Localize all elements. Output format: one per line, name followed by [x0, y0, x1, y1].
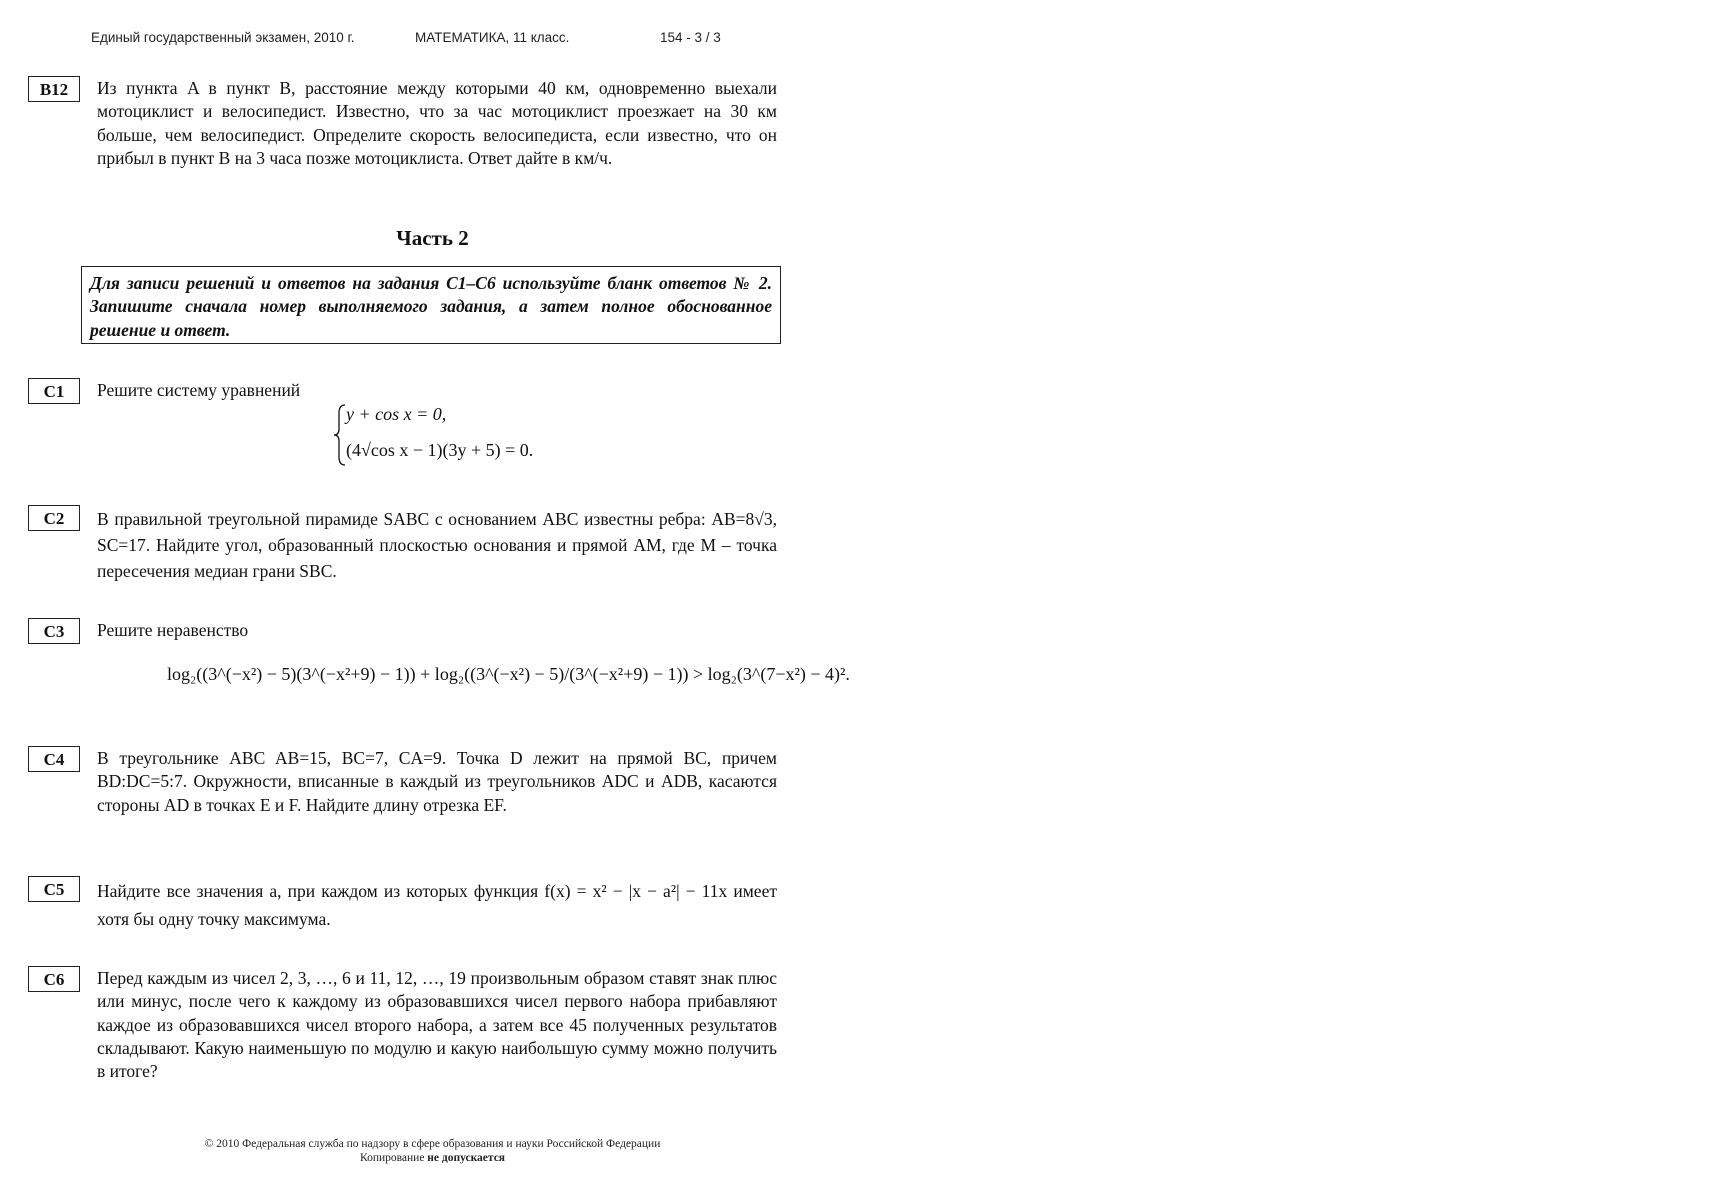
footer-copyright: © 2010 Федеральная служба по надзору в сфере образования и науки Российской Федерации — [204, 1138, 661, 1150]
task-label-c6: C6 — [28, 966, 80, 992]
task-text-b12: Из пункта A в пункт B, расстояние между которыми 40 км, одновременно выехали мотоциклист и велосипедист. Известно, что за час мотоциклист проезжает на 30 км больше, чем велосипедист. Определите скорость велосипедиста, если известно, что он прибыл в пункт B на 3 часа позже мотоциклиста. Ответ дайте в км/ч. — [97, 78, 777, 168]
c1-eq2: (4√cos x − 1)(3y + 5) = 0. — [346, 440, 534, 460]
header-subject: МАТЕМАТИКА, 11 класс. — [415, 30, 570, 45]
task-label-c2: C2 — [28, 505, 80, 531]
footer-copy-note — [0, 1152, 865, 1164]
footer-copy-bold: не допускается — [427, 1152, 506, 1164]
task-label-c5: C5 — [28, 876, 80, 902]
task-text-c2: В правильной треугольной пирамиде SABC с основанием ABC известны ребра: AB=8√3, SC=17. Найдите угол, образованный плоскостью основания и прямой AM, где M – точка пересечения медиан грани SBC. — [97, 509, 777, 581]
task-text-c3: Решите неравенство — [97, 620, 249, 640]
footer-copy-prefix: Копирование — [359, 1152, 428, 1164]
c3-inequality: log₂((3^(−x²) − 5)(3^(−x²+9) − 1)) + log₂((3^(−x²) − 5)/(3^(−x²+9) − 1)) > log₂(3^(7−x²) − 4)². — [167, 664, 850, 684]
task-label-c3: C3 — [28, 618, 80, 644]
header-page: 154 - 3 / 3 — [660, 30, 721, 45]
part-title: Часть 2 — [396, 226, 469, 250]
task-text-c5: Найдите все значения a, при каждом из которых функция f(x) = x² − |x − a²| − 11x имеет хотя бы одну точку максимума. — [97, 881, 777, 929]
task-label-c1: C1 — [28, 378, 80, 404]
c1-eq1: y + cos x = 0, — [346, 404, 447, 424]
task-label-c4: C4 — [28, 746, 80, 772]
task-label-b12: B12 — [28, 76, 80, 102]
header-exam: Единый государственный экзамен, 2010 г. — [91, 30, 355, 45]
brace-icon — [333, 403, 347, 467]
c1-system — [333, 401, 593, 469]
instructions-box: Для записи решений и ответов на задания С1–С6 используйте бланк ответов № 2. Запишите сначала номер выполняемого задания, а затем полное обоснованное решение и ответ. — [81, 266, 781, 344]
task-text-c4: В треугольнике ABC AB=15, BC=7, CA=9. Точка D лежит на прямой BC, причем BD:DC=5:7. Окружности, вписанные в каждый из треугольников ADC и ADB, касаются стороны AD в точках E и F. Найдите длину отрезка EF. — [97, 748, 777, 815]
task-text-c6: Перед каждым из чисел 2, 3, …, 6 и 11, 12, …, 19 произвольным образом ставят знак плюс или минус, после чего к каждому из образовавшихся чисел первого набора прибавляют каждое из образовавшихся чисел второго набора, а затем все 45 полученных результатов складывают. Какую наименьшую по модулю и какую наибольшую сумму можно получить в итоге? — [97, 968, 777, 1082]
task-text-c1: Решите систему уравнений — [97, 380, 301, 400]
